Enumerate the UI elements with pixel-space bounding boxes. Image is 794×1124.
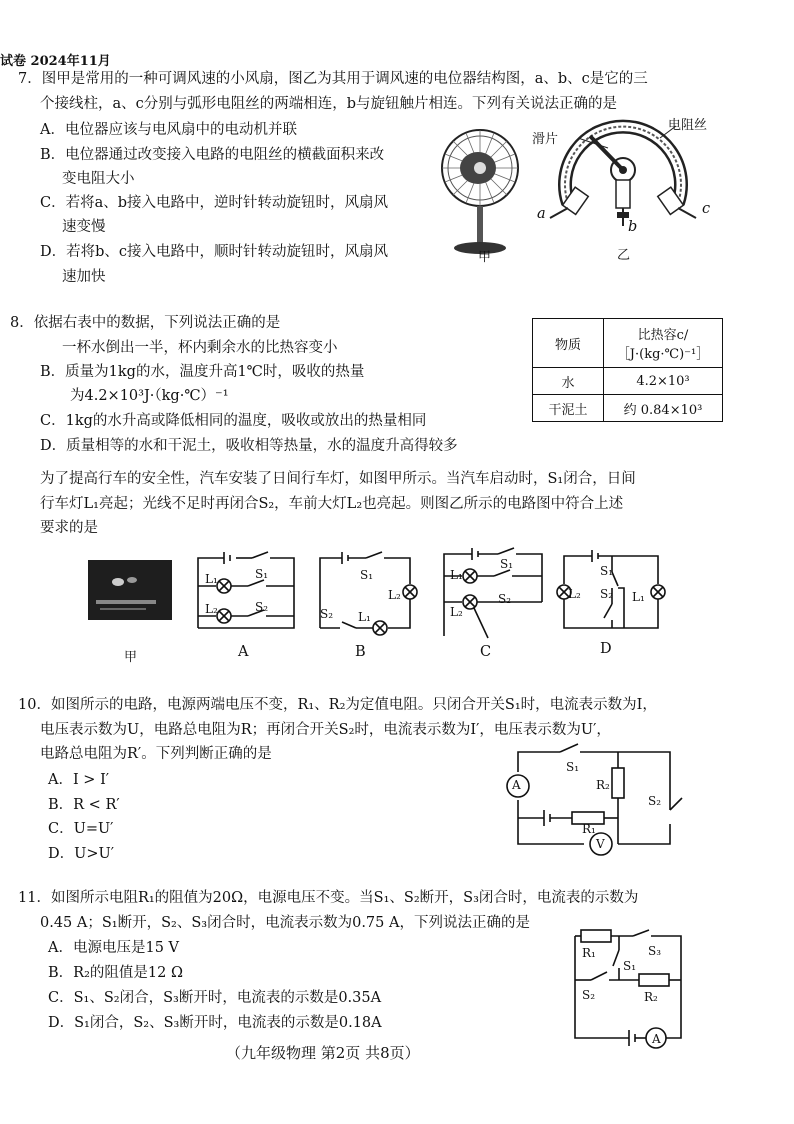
q9-circuit-c: [438, 546, 550, 646]
table-header-specific-heat: [604, 319, 723, 368]
q9-option-a-label: A: [238, 644, 249, 660]
q10-option-d: D．U>U′: [48, 846, 115, 862]
q10-option-a: A．I > I′: [48, 772, 110, 788]
q8-option-b-line2: 为4.2×10³J·（kg·℃）⁻¹: [70, 388, 229, 404]
q10-s1-label: S₁: [566, 760, 580, 774]
q9-circuit-a: [190, 548, 302, 638]
q9-c-s2-label: S₂: [498, 592, 512, 606]
q9-d-l2-label: L₂: [568, 587, 581, 601]
q9-d-l1-label: L₁: [632, 590, 645, 604]
q8-option-b-line1: B．质量为1kg的水，温度升高1℃时，吸收的热量: [40, 364, 365, 380]
q7-fig-jia-label: 甲: [478, 250, 492, 265]
q11-stem-line2: 0.45 A；S₁断开，S₂、S₃闭合时，电流表示数为0.75 A，下列说法正确的是: [40, 915, 530, 931]
table-cell-dry-soil-value: 约 0.84×10³: [604, 395, 723, 422]
q8-option-d: D．质量相等的水和干泥土，吸收相等热量，水的温度升高得较多: [40, 438, 458, 454]
q11-option-b: B．R₂的阻值是12 Ω: [48, 965, 183, 981]
q11-s3-label: S₃: [648, 944, 662, 958]
q7-terminal-a-label: a: [537, 206, 546, 222]
q7-option-d-line2: 速加快: [62, 269, 106, 285]
q11-r2-label: R₂: [644, 990, 658, 1004]
q11-ammeter-label: A: [652, 1032, 661, 1046]
q11-option-a: A．电源电压是15 V: [48, 940, 180, 956]
exam-header: 试卷 2024年11月: [0, 54, 111, 69]
q8-stem: 8．依据右表中的数据，下列说法正确的是: [10, 315, 281, 331]
q9-c-l1-label: L₁: [450, 568, 463, 582]
q9-c-s1-label: S₁: [500, 557, 514, 571]
q9-car-photo: [88, 560, 172, 620]
q9-c-l2-label: L₂: [450, 605, 463, 619]
q7-stem-line2: 个接线柱，a、c分别与弧形电阻丝的两端相连，b与旋钮触片相连。下列有关说法正确的是: [40, 96, 618, 112]
q10-r2-label: R₂: [596, 778, 610, 792]
q8-option-c: C．1kg的水升高或降低相同的温度，吸收或放出的热量相同: [40, 413, 427, 429]
q9-b-l1-label: L₁: [358, 610, 371, 624]
q9-stem-line3: 要求的是: [40, 520, 98, 536]
q7-resistance-wire-label: 电阻丝: [668, 118, 708, 133]
q10-stem-line3: 电路总电阻为R′。下列判断正确的是: [40, 746, 272, 762]
q9-stem-line1: 为了提高行车的安全性，汽车安装了日间行车灯，如图甲所示。当汽车启动时，S₁闭合，日间: [40, 471, 636, 487]
q10-r1-label: R₁: [582, 822, 596, 836]
table-header-specific-heat-line2: ［J·(kg·℃)⁻¹］: [616, 347, 710, 362]
q9-a-s1-label: S₁: [255, 567, 269, 581]
q9-a-l1-label: L₁: [205, 572, 218, 586]
table-cell-dry-soil: 干泥土: [533, 395, 604, 422]
q10-stem-line2: 电压表示数为U，电路总电阻为R；再闭合开关S₂时，电流表示数为I′，电压表示数为U′，: [40, 722, 611, 738]
q9-d-s1-label: S₁: [600, 564, 614, 578]
q9-b-s2-label: S₂: [320, 607, 334, 621]
page-footer: （九年级物理 第2页 共8页）: [226, 1044, 420, 1062]
q7-option-c-line1: C．若将a、b接入电路中，逆时针转动旋钮时，风扇风: [40, 195, 389, 211]
q11-stem-line1: 11．如图所示电阻R₁的阻值为20Ω，电源电压不变。当S₁、S₂断开，S₃闭合时，电流表的示数为: [18, 890, 639, 906]
q11-r1-label: R₁: [582, 946, 596, 960]
q7-stem-line1: 7．图甲是常用的一种可调风速的小风扇，图乙为其用于调风速的电位器结构图，a、b、c是它的三: [18, 71, 648, 87]
q10-s2-label: S₂: [648, 794, 662, 808]
q7-option-b-line2: 变电阻大小: [62, 171, 135, 187]
q11-circuit: [555, 928, 705, 1052]
q7-option-a: A．电位器应该与电风扇中的电动机并联: [40, 122, 297, 138]
q7-slider-label: 滑片: [532, 132, 559, 147]
q7-option-c-line2: 速变慢: [62, 219, 106, 235]
q7-option-b-line1: B．电位器通过改变接入电路的电阻丝的横截面积来改: [40, 147, 385, 163]
table-cell-water: 水: [533, 368, 604, 395]
q10-option-b: B．R < R′: [48, 797, 120, 813]
q7-fig-yi-label: 乙: [617, 248, 631, 263]
q9-b-s1-label: S₁: [360, 568, 374, 582]
q8-specific-heat-table: [532, 318, 723, 422]
table-header-substance: 物质: [533, 319, 604, 368]
q10-option-c: C．U=U′: [48, 821, 114, 837]
q10-voltmeter-label: V: [596, 837, 605, 851]
table-cell-water-value: 4.2×10³: [604, 368, 723, 395]
q9-d-s2-label: S₂: [600, 587, 614, 601]
q9-stem-line2: 行车灯L₁亮起；光线不足时再闭合S₂，车前大灯L₂也亮起。则图乙所示的电路图中符合上述: [40, 496, 624, 512]
q10-ammeter-label: A: [512, 778, 521, 792]
q9-fig-jia-label: 甲: [124, 650, 138, 665]
q11-s2-label: S₂: [582, 988, 596, 1002]
q9-a-l2-label: L₂: [205, 602, 218, 616]
q11-option-c: C．S₁、S₂闭合，S₃断开时，电流表的示数是0.35A: [48, 990, 382, 1006]
q8-option-a: 一杯水倒出一半，杯内剩余水的比热容变小: [62, 340, 338, 356]
q7-terminal-b-label: b: [628, 219, 638, 235]
q10-stem-line1: 10．如图所示的电路，电源两端电压不变，R₁、R₂为定值电阻。只闭合开关S₁时，电流表示数为I，: [18, 697, 657, 713]
q9-a-s2-label: S₂: [255, 600, 269, 614]
table-header-specific-heat-line1: 比热容c/: [637, 328, 689, 343]
q9-b-l2-label: L₂: [388, 588, 401, 602]
q7-terminal-c-label: c: [702, 201, 711, 217]
q7-option-d-line1: D．若将b、c接入电路中，顺时针转动旋钮时，风扇风: [40, 244, 389, 260]
q9-option-c-label: C: [480, 644, 492, 660]
q9-option-d-label: D: [600, 641, 612, 657]
q11-s1-label: S₁: [623, 959, 637, 973]
q9-option-b-label: B: [355, 644, 366, 660]
q11-option-d: D．S₁闭合，S₂、S₃断开时，电流表的示数是0.18A: [48, 1015, 382, 1031]
